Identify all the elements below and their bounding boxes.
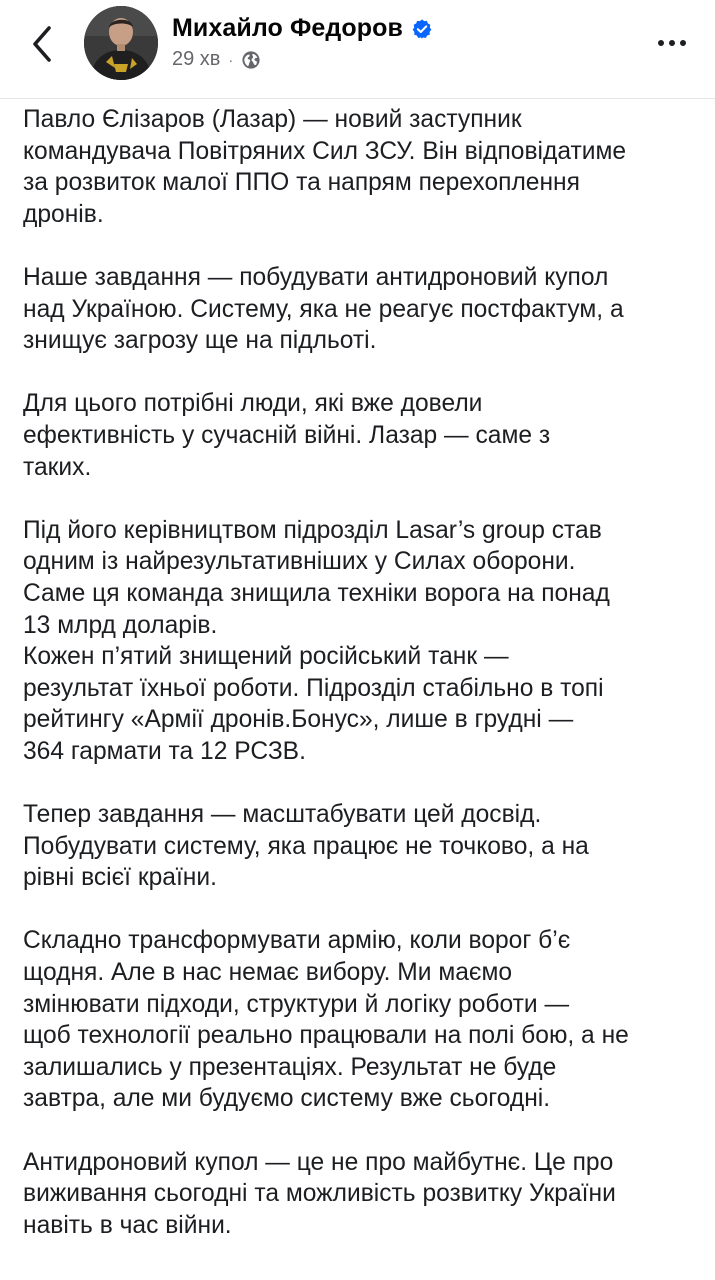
post-paragraph: Для цього потрібні люди, які вже довели ефективність у сучасній війні. Лазар — саме з таких. [23,390,551,481]
profile-photo [84,6,158,80]
globe-icon [241,50,261,70]
post-paragraph: Павло Єлізаров (Лазар) — новий заступник командувача Повітряних Сил ЗСУ. Він відповідатиме за розвиток малої ППО та напрям перехоплення дронів. [23,106,627,228]
back-button[interactable] [22,22,62,66]
post-paragraph: Складно трансформувати армію, коли ворог б’є щодня. Але в нас немає вибору. Ми маємо змінювати підходи, структури й логіку роботи — щоб технології реально працювали на полі бою, а не залишались у презентаціях. Результат не буде завтра, але ми будуємо систему вже сьогодні. [23,927,629,1113]
author-row [172,14,433,43]
post-paragraph: Антидроновий купол — це не про майбутнє. Це про виживання сьогодні та можливість розвитку України навіть в час війни. [23,1148,616,1239]
post-paragraph: Наше завдання — побудувати антидроновий купол над Україною. Систему, яка не реагує постфактум, а знищує загрозу ще на підльоті. [23,263,624,355]
chevron-left-icon [30,24,54,64]
post-paragraph: Під його керівництвом підрозділ Lasar’s group став одним із найрезультативніших у Силах оборони. Саме ця команда знищила техніки ворога на понад 13 млрд доларів. Кожен п’ятий знищений російський танк — результат їхньої роботи. Підрозділ стабільно в топі рейтингу «Армії дронів.Бонус», лише в грудні — 364 гармати та 12 РСЗВ. [23,516,610,765]
post-meta [172,48,261,71]
post-time[interactable]: 29 хв [172,48,221,70]
more-options-button[interactable] [650,26,694,60]
post-paragraph: Тепер завдання — масштабувати цей досвід. Побудувати систему, яка працює не точково, а на рівні всієї країни. [23,801,589,892]
more-horizontal-icon [680,40,686,46]
avatar[interactable] [84,6,158,80]
more-horizontal-icon [669,40,675,46]
verified-badge-icon [411,18,433,40]
post-header [0,0,715,99]
post-body [23,104,703,1273]
more-horizontal-icon [658,40,664,46]
meta-separator: · [228,51,234,68]
author-name[interactable]: Михайло Федоров [172,14,403,42]
